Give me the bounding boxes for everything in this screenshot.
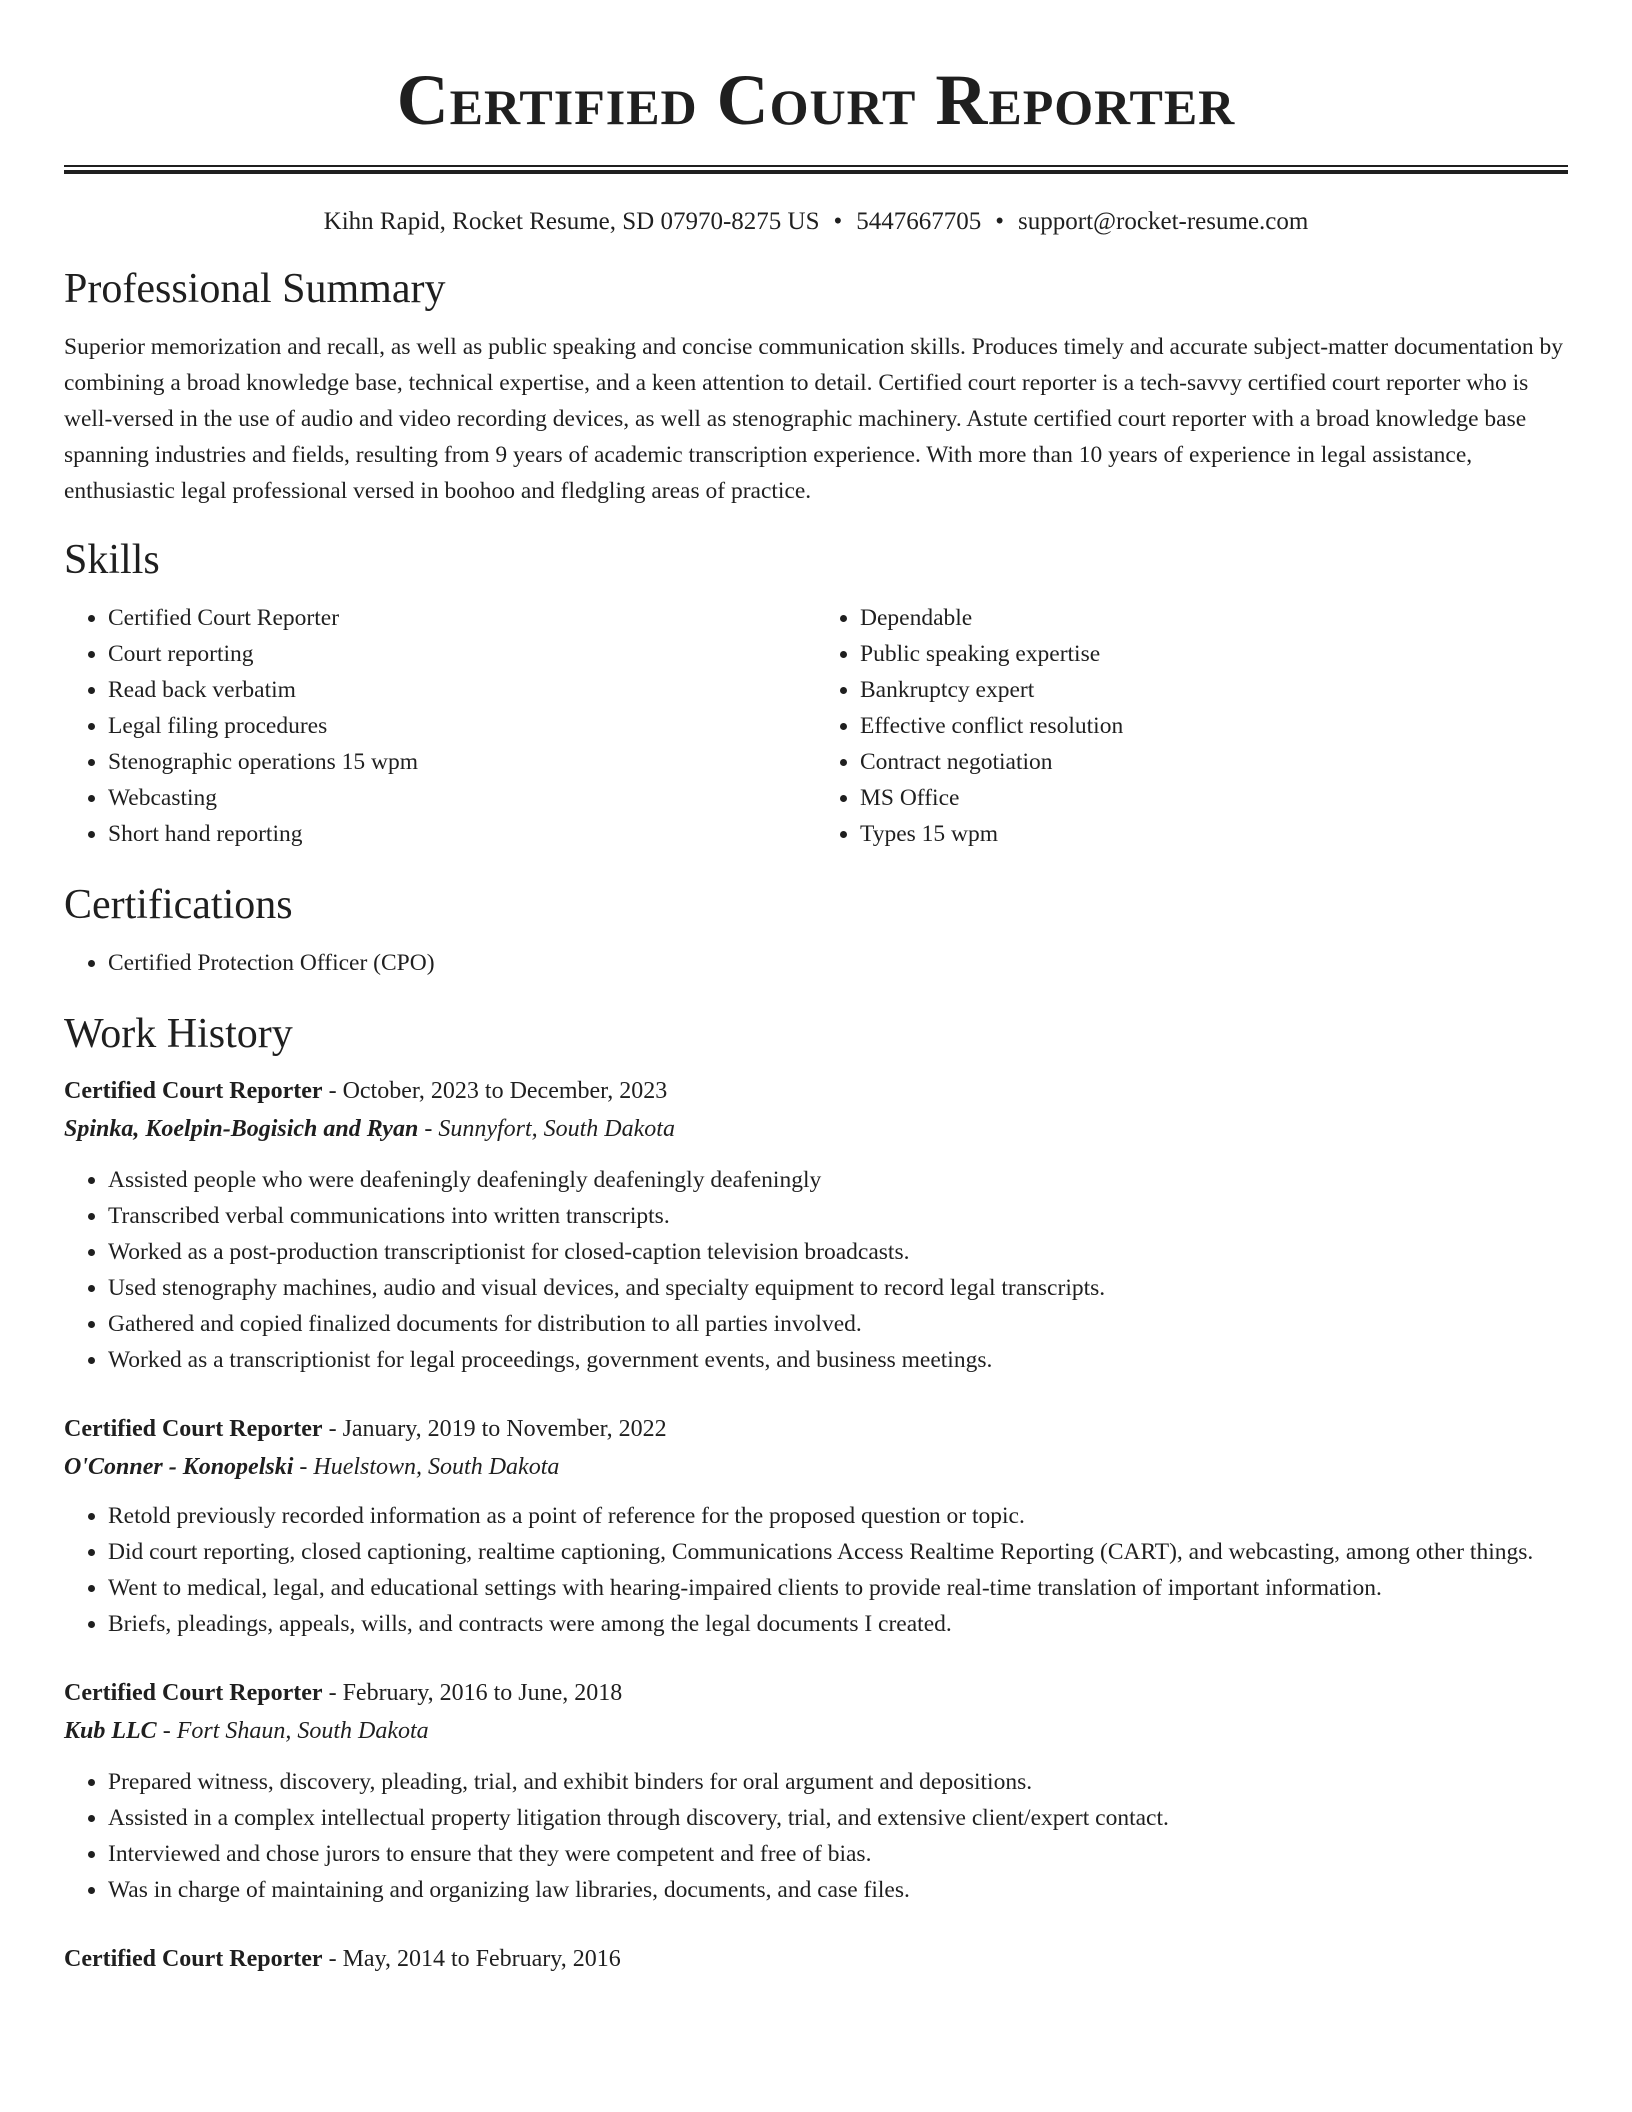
skill-item: • Dependable (860, 600, 1568, 636)
job-dates: October, 2023 to December, 2023 (342, 1078, 668, 1104)
skill-item: • Bankruptcy expert (860, 672, 1568, 708)
job-title: Certified Court Reporter (64, 1416, 323, 1442)
job-dates: May, 2014 to February, 2016 (342, 1946, 621, 1972)
skills-list-left (64, 600, 816, 852)
job-duty: • Assisted people who were deafeningly deafeningly deafeningly deafeningly (108, 1162, 1568, 1198)
certifications-section (64, 879, 1568, 981)
skills-columns (64, 600, 1568, 852)
contact-separator: • (833, 208, 843, 235)
job-heading: Certified Court Reporter - May, 2014 to February, 2016 (64, 1946, 621, 1972)
job-entry (64, 1940, 1568, 1978)
job-dates: February, 2016 to June, 2018 (342, 1680, 623, 1706)
job-location: Huelstown, South Dakota (313, 1454, 560, 1480)
job-duty: • Worked as a transcriptionist for legal proceedings, government events, and business meetings. (108, 1342, 1568, 1378)
job-company: Kub LLC (64, 1718, 157, 1744)
job-duties-list (64, 1498, 1568, 1642)
job-heading: Certified Court Reporter - February, 2016 to June, 2018 (64, 1680, 623, 1706)
skill-item: • Court reporting (108, 636, 816, 672)
certifications-list (64, 945, 1568, 981)
job-dates: January, 2019 to November, 2022 (342, 1416, 667, 1442)
job-duty: • Transcribed verbal communications into written transcripts. (108, 1198, 1568, 1234)
skills-section (64, 534, 1568, 852)
skill-item: • Public speaking expertise (860, 636, 1568, 672)
section-title-skills: Skills (64, 537, 160, 583)
work-history-section (64, 1008, 1568, 1978)
candidate-name: Certified Court Reporter (396, 60, 1236, 140)
job-heading: Certified Court Reporter - October, 2023 to December, 2023 (64, 1078, 668, 1104)
job-employer: O'Conner - Konopelski - Huelstown, South Dakota (64, 1454, 560, 1480)
section-title-summary: Professional Summary (64, 266, 446, 312)
job-entry (64, 1674, 1568, 1908)
certification-item: • Certified Protection Officer (CPO) (108, 945, 1568, 981)
skill-item: • Types 15 wpm (860, 816, 1568, 852)
skill-item: • Read back verbatim (108, 672, 816, 708)
skill-item: • Short hand reporting (108, 816, 816, 852)
job-duty: • Retold previously recorded information as a point of reference for the proposed question or topic. (108, 1498, 1568, 1534)
job-duty: • Briefs, pleadings, appeals, wills, and contracts were among the legal documents I created. (108, 1606, 1568, 1642)
job-company: O'Conner - Konopelski (64, 1454, 294, 1480)
contact-line (64, 207, 1568, 237)
job-heading: Certified Court Reporter - January, 2019 to November, 2022 (64, 1416, 667, 1442)
skill-item: • Stenographic operations 15 wpm (108, 744, 816, 780)
job-duty: • Assisted in a complex intellectual property litigation through discovery, trial, and extensive client/expert contact. (108, 1800, 1568, 1836)
contact-separator: • (995, 208, 1005, 235)
job-duty: • Went to medical, legal, and educational settings with hearing-impaired clients to provide real-time translation of important information. (108, 1570, 1568, 1606)
job-duties-list (64, 1764, 1568, 1908)
job-location: Sunnyfort, South Dakota (438, 1116, 675, 1142)
summary-text: Superior memorization and recall, as well as public speaking and concise communication skills. Produces timely and accurate subject-matter documentation by combining a broad knowledge base, technical expertise, and a keen attention to detail. Certified court reporter is a tech-savvy certified court reporter who is well-versed in the use of audio and video recording devices, as well as stenographic machinery. Astute certified court reporter with a broad knowledge base spanning industries and fields, resulting from 9 years of academic transcription experience. With more than 10 years of experience in legal assistance, enthusiastic legal professional versed in boohoo and fledgling areas of practice. (64, 334, 1563, 504)
job-employer: Kub LLC - Fort Shaun, South Dakota (64, 1718, 429, 1744)
job-entry (64, 1072, 1568, 1378)
job-title: Certified Court Reporter (64, 1946, 323, 1972)
skill-item: • Effective conflict resolution (860, 708, 1568, 744)
job-entry (64, 1410, 1568, 1642)
contact-phone: 5447667705 (856, 208, 982, 235)
job-title: Certified Court Reporter (64, 1680, 323, 1706)
skill-item: • Certified Court Reporter (108, 600, 816, 636)
resume-page (64, 0, 1568, 1978)
job-company: Spinka, Koelpin-Bogisich and Ryan (64, 1116, 419, 1142)
job-duties-list (64, 1162, 1568, 1378)
header-divider (64, 165, 1568, 174)
job-employer: Spinka, Koelpin-Bogisich and Ryan - Sunnyfort, South Dakota (64, 1116, 675, 1142)
job-duty: • Prepared witness, discovery, pleading, trial, and exhibit binders for oral argument and depositions. (108, 1764, 1568, 1800)
job-duty: • Used stenography machines, audio and visual devices, and specialty equipment to record legal transcripts. (108, 1270, 1568, 1306)
job-title: Certified Court Reporter (64, 1078, 323, 1104)
job-location: Fort Shaun, South Dakota (176, 1718, 429, 1744)
job-duty: • Gathered and copied finalized documents for distribution to all parties involved. (108, 1306, 1568, 1342)
job-duty: • Interviewed and chose jurors to ensure that they were competent and free of bias. (108, 1836, 1568, 1872)
skill-item: • Legal filing procedures (108, 708, 816, 744)
skill-item: • Webcasting (108, 780, 816, 816)
summary-section (64, 263, 1568, 509)
section-title-work-history: Work History (64, 1011, 293, 1057)
contact-email: support@rocket-resume.com (1018, 208, 1309, 235)
job-duty: • Was in charge of maintaining and organizing law libraries, documents, and case files. (108, 1872, 1568, 1908)
contact-address: Kihn Rapid, Rocket Resume, SD 07970-8275 US (323, 208, 820, 235)
section-title-certifications: Certifications (64, 882, 293, 928)
skill-item: • MS Office (860, 780, 1568, 816)
skills-list-right (816, 600, 1568, 852)
job-duty: • Worked as a post-production transcriptionist for closed-caption television broadcasts. (108, 1234, 1568, 1270)
job-duty: • Did court reporting, closed captioning, realtime captioning, Communications Access Realtime Reporting (CART), and webcasting, among other things. (108, 1534, 1568, 1570)
skill-item: • Contract negotiation (860, 744, 1568, 780)
